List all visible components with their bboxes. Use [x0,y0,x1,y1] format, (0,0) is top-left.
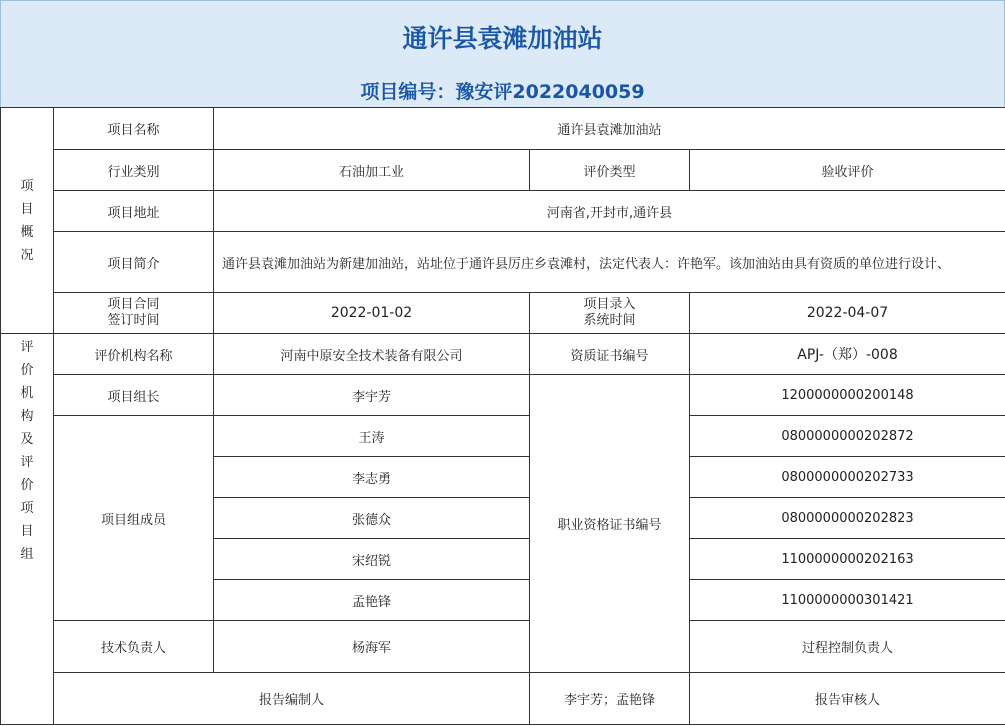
member-name: 李志勇 [214,457,530,498]
tech-lead-label: 技术负责人 [54,621,214,673]
members-label: 项目组成员 [54,416,214,621]
page-header [0,0,1005,107]
report-author-value: 李宇芳；孟艳锋 [530,673,690,725]
row-dates [1,293,1005,334]
row-leader [1,375,1005,416]
entry-date-value: 2022-04-07 [690,293,1005,334]
cert-value: APJ-（郑）-008 [690,334,1005,375]
qual-cert-label: 职业资格证书编号 [530,375,690,673]
org-value: 河南中原安全技术装备有限公司 [214,334,530,375]
org-label: 评价机构名称 [54,334,214,375]
project-info-table [0,107,1005,725]
member-cert: 0800000000202872 [690,416,1005,457]
tech-lead-value: 杨海军 [214,621,530,673]
report-author-label: 报告编制人 [54,673,530,725]
project-name-value: 通许县袁滩加油站 [214,108,1005,150]
industry-value: 石油加工业 [214,150,530,191]
member-name: 张德众 [214,498,530,539]
contract-date-value: 2022-01-02 [214,293,530,334]
address-value: 河南省,开封市,通许县 [214,191,1005,232]
intro-label: 项目简介 [54,232,214,293]
eval-type-label: 评价类型 [530,150,690,191]
leader-value: 李宇芳 [214,375,530,416]
member-cert: 1100000000202163 [690,539,1005,580]
section-label-team: 评 价 机 构 及 评 价 项 目 组 [1,334,54,725]
page-title: 通许县袁滩加油站 [402,24,603,53]
process-lead-label: 过程控制负责人 [690,621,1005,673]
intro-value: 通许县袁滩加油站为新建加油站，站址位于通许县厉庄乡袁滩村，法定代表人：许艳军。该加油站由具有资质的单位进行设计、 [214,232,1005,293]
industry-label: 行业类别 [54,150,214,191]
project-name-label: 项目名称 [54,108,214,150]
section-label-overview: 项 目 概 况 [1,108,54,334]
cert-label: 资质证书编号 [530,334,690,375]
member-cert: 0800000000202823 [690,498,1005,539]
row-intro [1,232,1005,293]
address-label: 项目地址 [54,191,214,232]
report-reviewer-label: 报告审核人 [690,673,1005,725]
member-cert: 0800000000202733 [690,457,1005,498]
member-row [1,416,1005,457]
entry-date-label: 项目录入 系统时间 [530,293,690,334]
leader-label: 项目组长 [54,375,214,416]
eval-type-value: 验收评价 [690,150,1005,191]
member-name: 孟艳锋 [214,580,530,621]
member-name: 王涛 [214,416,530,457]
project-number: 项目编号：豫安评2022040059 [360,81,645,103]
member-cert: 1100000000301421 [690,580,1005,621]
row-industry [1,150,1005,191]
row-address [1,191,1005,232]
contract-date-label: 项目合同 签订时间 [54,293,214,334]
leader-cert-value: 1200000000200148 [690,375,1005,416]
row-report [1,673,1005,725]
row-tech [1,621,1005,673]
member-name: 宋绍锐 [214,539,530,580]
row-org [1,334,1005,375]
row-project-name [1,108,1005,150]
